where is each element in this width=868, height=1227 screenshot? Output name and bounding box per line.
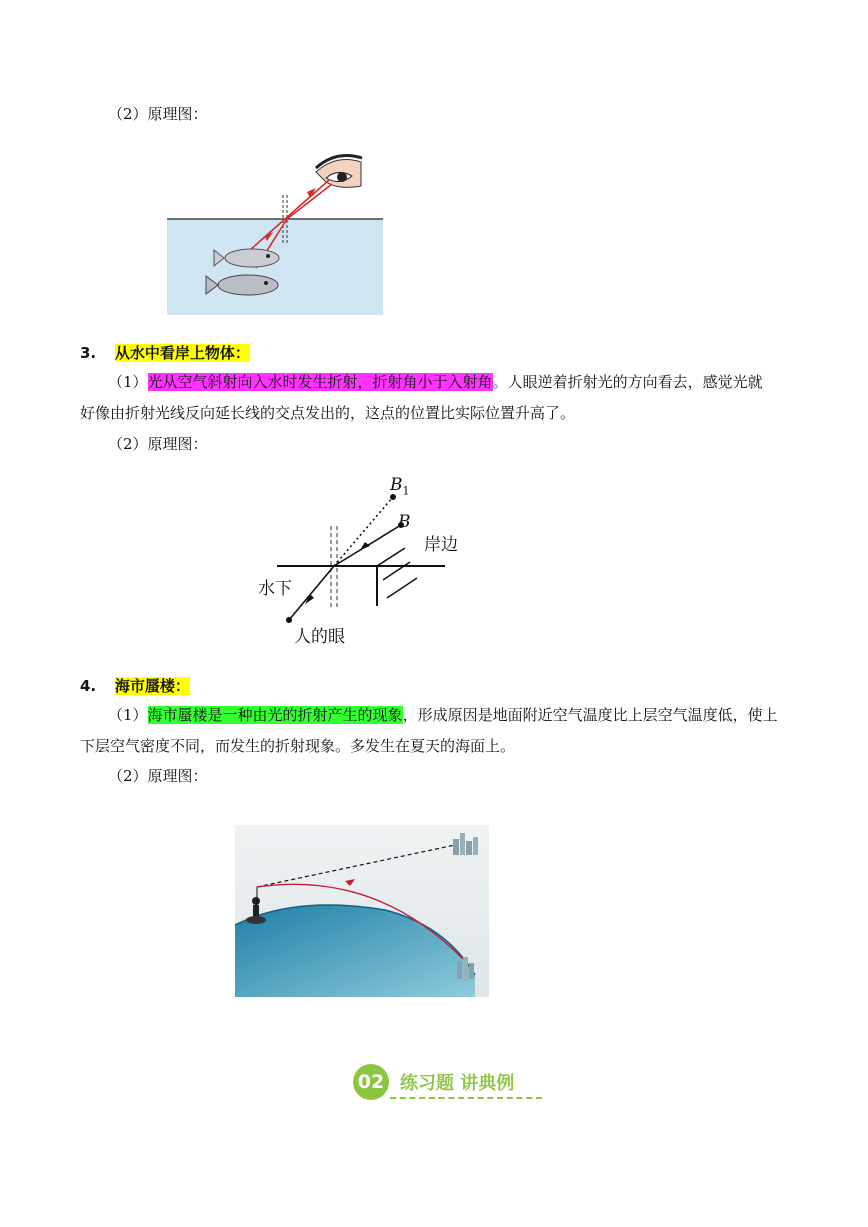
underwater-view-figure: [255, 470, 485, 650]
water-region: [167, 219, 383, 315]
highlighted-text: 海市蜃楼是一种由光的折射产生的现象: [147, 706, 403, 724]
section-badge-title: 练习题 讲典例: [400, 1073, 515, 1094]
section-3-title: 从水中看岸上物体：: [114, 344, 250, 362]
section-3-paragraph-1: [108, 372, 763, 392]
paragraph-text: 。人眼逆着折射光的方向看去，感觉光就: [492, 373, 763, 391]
highlighted-text: 光从空气斜射向入水时发生折射，折射角小于入射角: [147, 373, 493, 391]
extended-ray: [334, 497, 393, 566]
fish-refraction-figure: [166, 150, 384, 316]
badge-underline: [390, 1097, 542, 1099]
paragraph-text: ，形成原因是地面附近空气温度比上层空气温度低，使上: [402, 706, 778, 724]
label-shore: 岸边: [424, 535, 458, 555]
principle-label: （2）原理图：: [108, 767, 208, 785]
principle-label: （2）原理图：: [108, 105, 208, 123]
section-4-heading: [80, 676, 190, 696]
label-eye: 人的眼: [294, 627, 345, 647]
section-4-paragraph-1-line-2: 下层空气密度不同，而发生的折射现象。多发生在夏天的海面上。: [80, 737, 516, 755]
section-4-title: 海市蜃楼：: [114, 677, 190, 695]
refracted-ray: [289, 566, 334, 620]
section-3-heading: [80, 343, 250, 363]
section-3-number: 3.: [80, 344, 97, 362]
paragraph-prefix: （1）: [108, 706, 148, 724]
label-underwater: 水下: [258, 579, 292, 599]
label-b: B: [398, 512, 411, 532]
section-3-paragraph-1-line-2: 好像由折射光线反向延长线的交点发出的，这点的位置比实际位置升高了。: [80, 404, 576, 422]
label-b1: $B_1$: [390, 475, 410, 498]
eye-icon: [316, 156, 362, 188]
section-number-badge: 02: [353, 1064, 389, 1100]
principle-label: （2）原理图：: [108, 435, 208, 453]
section-4-paragraph-1: [108, 705, 778, 725]
section-4-number: 4.: [80, 677, 97, 695]
paragraph-prefix: （1）: [108, 373, 148, 391]
eye-point: [286, 617, 292, 623]
mirage-figure: [235, 825, 489, 997]
